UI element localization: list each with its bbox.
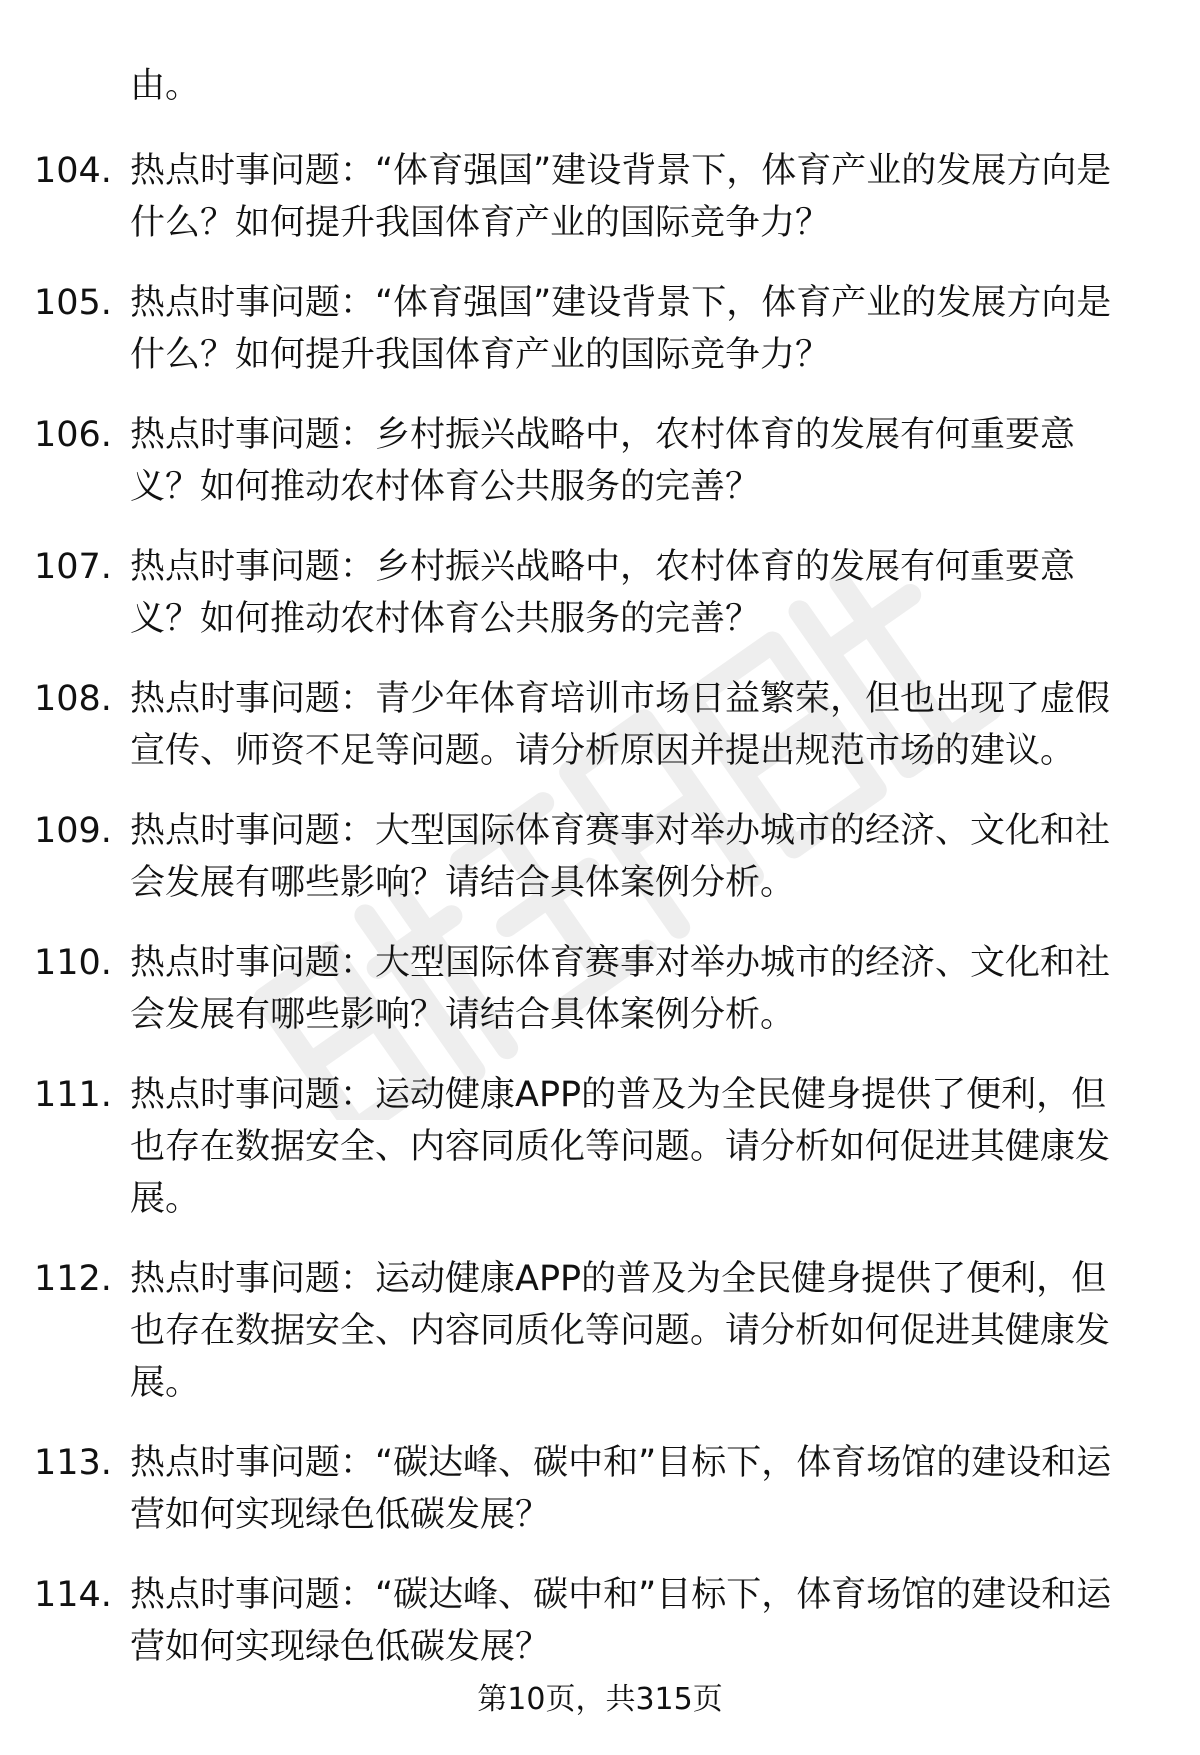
- question-number: 114.: [34, 1575, 112, 1615]
- question-item: [0, 1069, 1200, 1225]
- question-item: [0, 937, 1200, 1041]
- question-text: 热点时事问题：乡村振兴战略中，农村体育的发展有何重要意义？如何推动农村体育公共服务的完善？: [130, 547, 1076, 639]
- question-item: [0, 1569, 1200, 1673]
- question-number: 104.: [34, 151, 112, 191]
- question-text: 热点时事问题：“体育强国”建设背景下，体育产业的发展方向是什么？如何提升我国体育产业的国际竞争力？: [130, 283, 1112, 375]
- question-number: 108.: [34, 679, 112, 719]
- question-text: 热点时事问题：大型国际体育赛事对举办城市的经济、文化和社会发展有哪些影响？请结合具体案例分析。: [130, 811, 1111, 903]
- question-text: 热点时事问题：“碳达峰、碳中和”目标下，体育场馆的建设和运营如何实现绿色低碳发展？: [130, 1575, 1112, 1667]
- question-text: 热点时事问题：乡村振兴战略中，农村体育的发展有何重要意义？如何推动农村体育公共服务的完善？: [130, 415, 1076, 507]
- question-item: [0, 673, 1200, 777]
- page-footer: 第10页，共315页: [477, 1682, 723, 1717]
- question-text: 热点时事问题：青少年体育培训市场日益繁荣，但也出现了虚假宣传、师资不足等问题。请分析原因并提出规范市场的建议。: [130, 679, 1111, 771]
- question-item: [0, 145, 1200, 249]
- question-text: 热点时事问题：“碳达峰、碳中和”目标下，体育场馆的建设和运营如何实现绿色低碳发展？: [130, 1443, 1112, 1535]
- question-number: 105.: [34, 283, 112, 323]
- question-number: 106.: [34, 415, 112, 455]
- question-number: 109.: [34, 811, 112, 851]
- question-text: 热点时事问题：运动健康APP的普及为全民健身提供了便利，但也存在数据安全、内容同质化等问题。请分析如何促进其健康发展。: [130, 1259, 1111, 1403]
- question-number: 107.: [34, 547, 112, 587]
- question-number: 112.: [34, 1259, 112, 1299]
- question-number: 113.: [34, 1443, 112, 1483]
- question-text: 热点时事问题：运动健康APP的普及为全民健身提供了便利，但也存在数据安全、内容同质化等问题。请分析如何促进其健康发展。: [130, 1075, 1111, 1219]
- question-item: [0, 1437, 1200, 1541]
- question-item: [0, 409, 1200, 513]
- question-item: [0, 805, 1200, 909]
- question-number: 111.: [34, 1075, 112, 1115]
- question-text: 热点时事问题：“体育强国”建设背景下，体育产业的发展方向是什么？如何提升我国体育产业的国际竞争力？: [130, 151, 1112, 243]
- question-item: [0, 1253, 1200, 1409]
- question-list: [0, 145, 1200, 1701]
- question-item: [0, 541, 1200, 645]
- question-item: [0, 277, 1200, 381]
- question-number: 110.: [34, 943, 112, 983]
- question-text: 热点时事问题：大型国际体育赛事对举办城市的经济、文化和社会发展有哪些影响？请结合具体案例分析。: [130, 943, 1111, 1035]
- continuation-text: 由。: [130, 66, 201, 106]
